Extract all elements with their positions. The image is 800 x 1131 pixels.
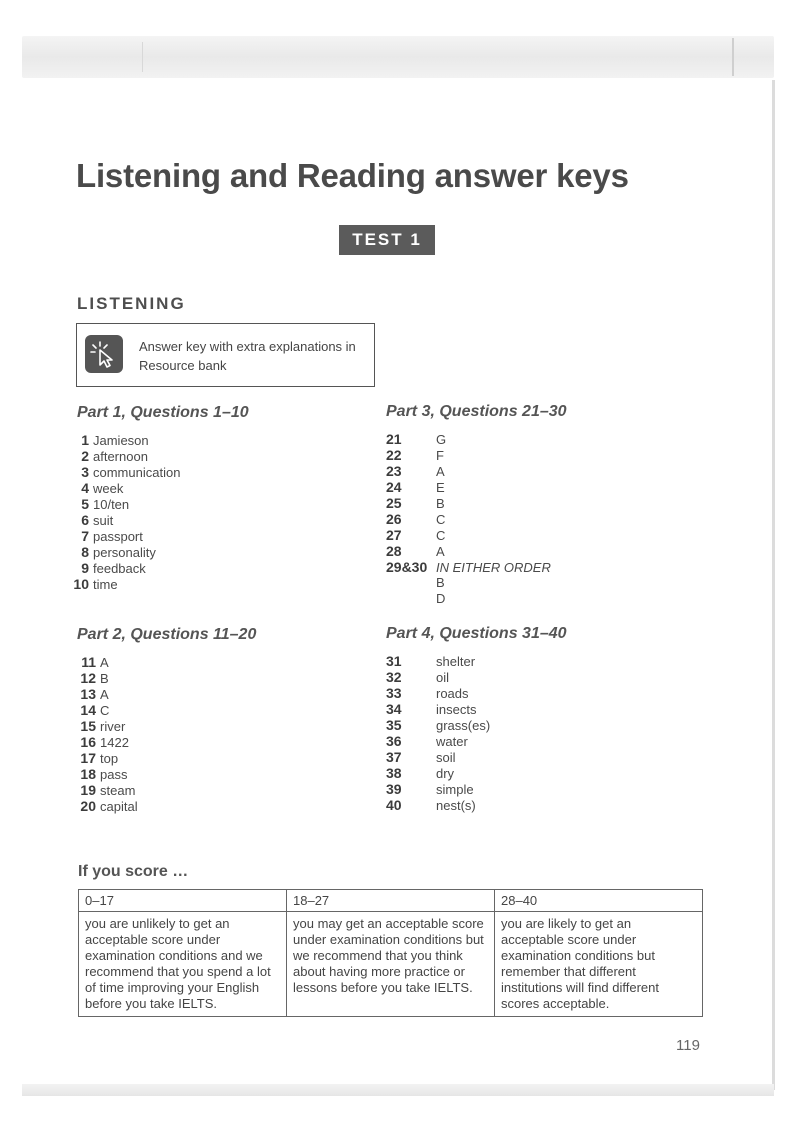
answer-text: nest(s) xyxy=(436,798,476,813)
answer-row xyxy=(59,496,180,512)
answer-row xyxy=(386,447,551,463)
part-1-heading: Part 1, Questions 1–10 xyxy=(77,404,249,421)
answer-row xyxy=(59,432,180,448)
answer-text: week xyxy=(93,481,124,496)
answer-text: C xyxy=(100,703,110,718)
part-4-heading: Part 4, Questions 31–40 xyxy=(386,625,567,642)
answer-text: grass(es) xyxy=(436,718,491,733)
answer-row xyxy=(386,685,490,701)
question-number: 18 xyxy=(80,766,96,782)
answer-text: water xyxy=(436,734,468,749)
score-advice-high: you are likely to get an acceptable score under examination conditions but remember that different institutions will find different scores acceptable. xyxy=(495,912,703,1017)
question-number: 11 xyxy=(81,654,96,670)
answer-text: time xyxy=(93,577,118,592)
answer-row xyxy=(59,512,180,528)
part-4-answers xyxy=(386,653,490,813)
answer-text: 1422 xyxy=(100,735,129,750)
answer-row xyxy=(386,749,490,765)
answer-text: shelter xyxy=(436,654,476,669)
answer-text: dry xyxy=(436,766,455,781)
answer-row xyxy=(59,528,180,544)
answer-row xyxy=(66,798,138,814)
answer-row xyxy=(66,654,138,670)
part-3-heading: Part 3, Questions 21–30 xyxy=(386,403,567,420)
question-number: 36 xyxy=(386,733,402,749)
answer-row xyxy=(386,463,551,479)
part-2-answers xyxy=(66,654,138,814)
answer-row xyxy=(386,765,490,781)
answer-text: B xyxy=(100,671,109,686)
question-number: 13 xyxy=(80,686,96,702)
answer-text: simple xyxy=(436,782,474,797)
question-number: 21 xyxy=(386,431,402,447)
answer-row xyxy=(66,702,138,718)
scan-border-top xyxy=(22,36,774,78)
answer-row xyxy=(59,480,180,496)
question-number: 3 xyxy=(81,464,89,480)
answer-row xyxy=(66,734,138,750)
question-number: 31 xyxy=(386,653,402,669)
page-title: Listening and Reading answer keys xyxy=(76,157,629,194)
score-range-28-40: 28–40 xyxy=(495,890,703,912)
question-number: 6 xyxy=(81,512,89,528)
part-3-answers xyxy=(386,431,551,607)
question-number: 9 xyxy=(81,560,89,576)
answer-row xyxy=(59,560,180,576)
answer-text: A xyxy=(436,544,445,559)
question-number: 22 xyxy=(386,447,402,463)
question-number: 25 xyxy=(386,495,402,511)
question-number: 23 xyxy=(386,463,402,479)
answer-text: roads xyxy=(436,686,469,701)
score-range-0-17: 0–17 xyxy=(79,890,287,912)
score-range-18-27: 18–27 xyxy=(287,890,495,912)
answer-text: Jamieson xyxy=(93,433,149,448)
question-number: 14 xyxy=(80,702,96,718)
answer-row xyxy=(386,669,490,685)
answer-text: B xyxy=(436,575,445,590)
question-number: 28 xyxy=(386,543,402,559)
answer-row xyxy=(66,766,138,782)
answer-row xyxy=(386,495,551,511)
answer-row xyxy=(386,511,551,527)
score-advice-low: you are unlikely to get an acceptable score under examination conditions and we recommend that you spend a lot of time improving your English before you take IELTS. xyxy=(79,912,287,1017)
scan-border-bottom xyxy=(22,1084,774,1096)
answer-row xyxy=(66,670,138,686)
question-number: 40 xyxy=(386,797,402,813)
answer-text: A xyxy=(100,655,109,670)
answer-text: A xyxy=(436,464,445,479)
answer-text: C xyxy=(436,528,446,543)
question-number: 2 xyxy=(81,448,89,464)
section-heading-listening: LISTENING xyxy=(77,294,186,313)
answer-row xyxy=(66,782,138,798)
part-1-answers xyxy=(59,432,180,592)
table-row xyxy=(79,912,703,1017)
answer-text: pass xyxy=(100,767,128,782)
question-number: 33 xyxy=(386,685,402,701)
question-number: 39 xyxy=(386,781,402,797)
answer-text: river xyxy=(100,719,126,734)
answer-text: oil xyxy=(436,670,450,685)
score-advice-mid: you may get an acceptable score under examination conditions but we recommend that you think about having more practice or lessons before you take IELTS. xyxy=(287,912,495,1017)
answer-text: 10/ten xyxy=(93,497,130,512)
question-number: 26 xyxy=(386,511,402,527)
resource-bank-callout[interactable] xyxy=(76,323,375,387)
answer-text: communication xyxy=(93,465,181,480)
answer-text: B xyxy=(436,496,445,511)
question-number: 20 xyxy=(80,798,96,814)
question-number: 27 xyxy=(386,527,402,543)
answer-row xyxy=(386,527,551,543)
answer-row xyxy=(66,750,138,766)
answer-row xyxy=(386,431,551,447)
answer-row xyxy=(59,544,180,560)
answer-text: passport xyxy=(93,529,143,544)
question-number: 10 xyxy=(73,576,89,592)
question-number: 12 xyxy=(80,670,96,686)
answer-text: C xyxy=(436,512,446,527)
answer-text: insects xyxy=(436,702,477,717)
question-number: 15 xyxy=(80,718,96,734)
answer-text: top xyxy=(100,751,119,766)
answer-row-either-order xyxy=(386,559,551,575)
score-table xyxy=(78,889,703,1017)
question-number: 32 xyxy=(386,669,402,685)
answer-row xyxy=(386,717,490,733)
answer-row xyxy=(66,686,138,702)
answer-text: soil xyxy=(436,750,456,765)
question-number: 19 xyxy=(80,782,96,798)
pointer-click-icon xyxy=(85,335,123,373)
answer-text: capital xyxy=(100,799,138,814)
answer-text: steam xyxy=(100,783,136,798)
question-number: 8 xyxy=(81,544,89,560)
question-number: 16 xyxy=(80,734,96,750)
table-header-row xyxy=(79,890,703,912)
question-number: 37 xyxy=(386,749,402,765)
answer-row xyxy=(386,479,551,495)
question-number: 7 xyxy=(81,528,89,544)
page-number: 119 xyxy=(676,1037,700,1054)
scan-border-right xyxy=(772,80,775,1090)
answer-text: G xyxy=(436,432,447,447)
question-number: 1 xyxy=(81,432,89,448)
question-number: 38 xyxy=(386,765,402,781)
answer-row xyxy=(386,797,490,813)
answer-text: D xyxy=(436,591,446,606)
part-2-heading: Part 2, Questions 11–20 xyxy=(77,626,257,643)
answer-text: A xyxy=(100,687,109,702)
answer-text: suit xyxy=(93,513,114,528)
answer-text: afternoon xyxy=(93,449,148,464)
answer-row xyxy=(59,464,180,480)
test-badge: TEST 1 xyxy=(339,225,435,255)
answer-row xyxy=(386,653,490,669)
answer-row xyxy=(66,718,138,734)
answer-row xyxy=(59,576,180,592)
question-number: 17 xyxy=(80,750,96,766)
question-number: 5 xyxy=(81,496,89,512)
answer-row xyxy=(386,781,490,797)
resource-bank-text: Answer key with extra explanations in Resource bank xyxy=(139,339,356,373)
answer-row xyxy=(386,543,551,559)
answer-text: feedback xyxy=(93,561,146,576)
answer-text: F xyxy=(436,448,444,463)
question-number: 35 xyxy=(386,717,402,733)
answer-row xyxy=(386,701,490,717)
score-heading: If you score … xyxy=(78,863,189,880)
question-number: 34 xyxy=(386,701,402,717)
answer-text: personality xyxy=(93,545,156,560)
question-number: 29&30 xyxy=(386,559,428,575)
answer-row xyxy=(59,448,180,464)
answer-row xyxy=(386,575,551,591)
answer-row xyxy=(386,591,551,607)
question-number: 24 xyxy=(386,479,402,495)
answer-row xyxy=(386,733,490,749)
question-number: 4 xyxy=(81,480,89,496)
answer-text: E xyxy=(436,480,445,495)
either-order-note: IN EITHER ORDER xyxy=(436,560,551,575)
